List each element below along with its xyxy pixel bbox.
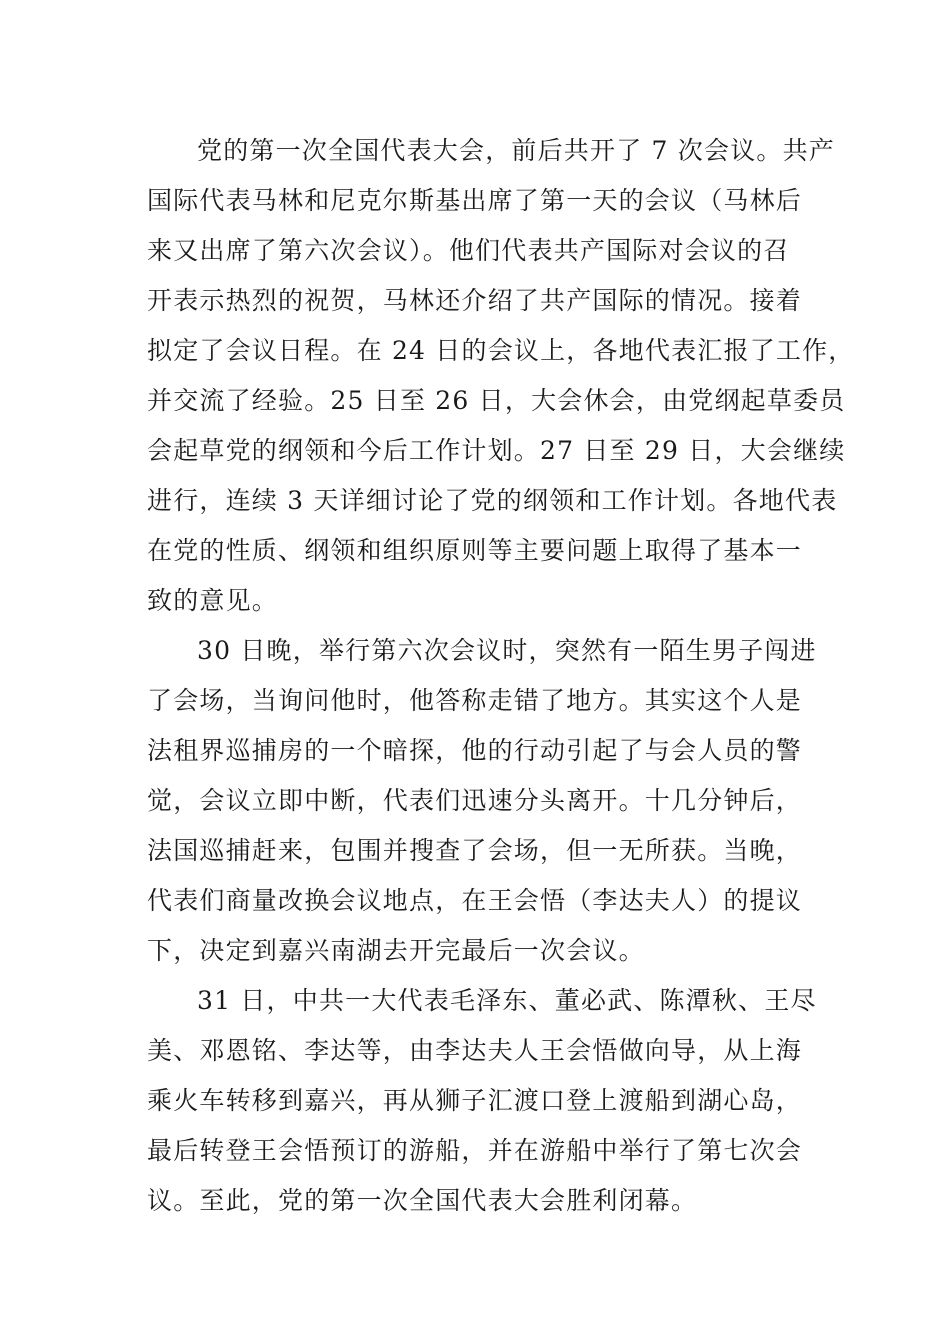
text-line: 乘火车转移到嘉兴，再从狮子汇渡口登上渡船到湖心岛， [147,1086,803,1115]
text-line: 拟定了会议日程。在 24 日的会议上，各地代表汇报了工作， [147,336,855,365]
body-text [147,129,855,1229]
text-line: 最后转登王会悟预订的游船，并在游船中举行了第七次会 [147,1136,803,1165]
text-line: 在党的性质、纲领和组织原则等主要问题上取得了基本一 [147,536,803,565]
text-line: 觉，会议立即中断，代表们迅速分头离开。十几分钟后， [147,786,803,815]
paragraph-3 [147,979,817,1229]
paragraph-1 [147,129,855,629]
text-line: 国际代表马林和尼克尔斯基出席了第一天的会议（马林后 [147,186,803,215]
text-line: 代表们商量改换会议地点，在王会悟（李达夫人）的提议 [147,886,803,915]
text-line: 并交流了经验。25 日至 26 日，大会休会，由党纲起草委员 [147,386,846,415]
text-line: 31 日，中共一大代表毛泽东、董必武、陈潭秋、王尽 [197,986,817,1015]
text-line: 党的第一次全国代表大会，前后共开了 7 次会议。共产 [197,136,836,165]
text-line: 进行，连续 3 天详细讨论了党的纲领和工作计划。各地代表 [147,486,838,515]
text-line: 会起草党的纲领和今后工作计划。27 日至 29 日，大会继续 [147,436,846,465]
text-line: 开表示热烈的祝贺，马林还介绍了共产国际的情况。接着 [147,286,803,315]
text-line: 致的意见。 [147,586,279,615]
text-line: 议。至此，党的第一次全国代表大会胜利闭幕。 [147,1186,698,1215]
text-line: 法租界巡捕房的一个暗探，他的行动引起了与会人员的警 [147,736,803,765]
text-line: 30 日晚，举行第六次会议时，突然有一陌生男子闯进 [197,636,817,665]
text-line: 来又出席了第六次会议）。他们代表共产国际对会议的召 [147,236,790,265]
text-line: 美、邓恩铭、李达等，由李达夫人王会悟做向导，从上海 [147,1036,803,1065]
paragraph-2 [147,629,817,979]
text-line: 了会场，当询问他时，他答称走错了地方。其实这个人是 [147,686,803,715]
text-line: 下，决定到嘉兴南湖去开完最后一次会议。 [147,936,645,965]
text-line: 法国巡捕赶来，包围并搜查了会场，但一无所获。当晚， [147,836,803,865]
